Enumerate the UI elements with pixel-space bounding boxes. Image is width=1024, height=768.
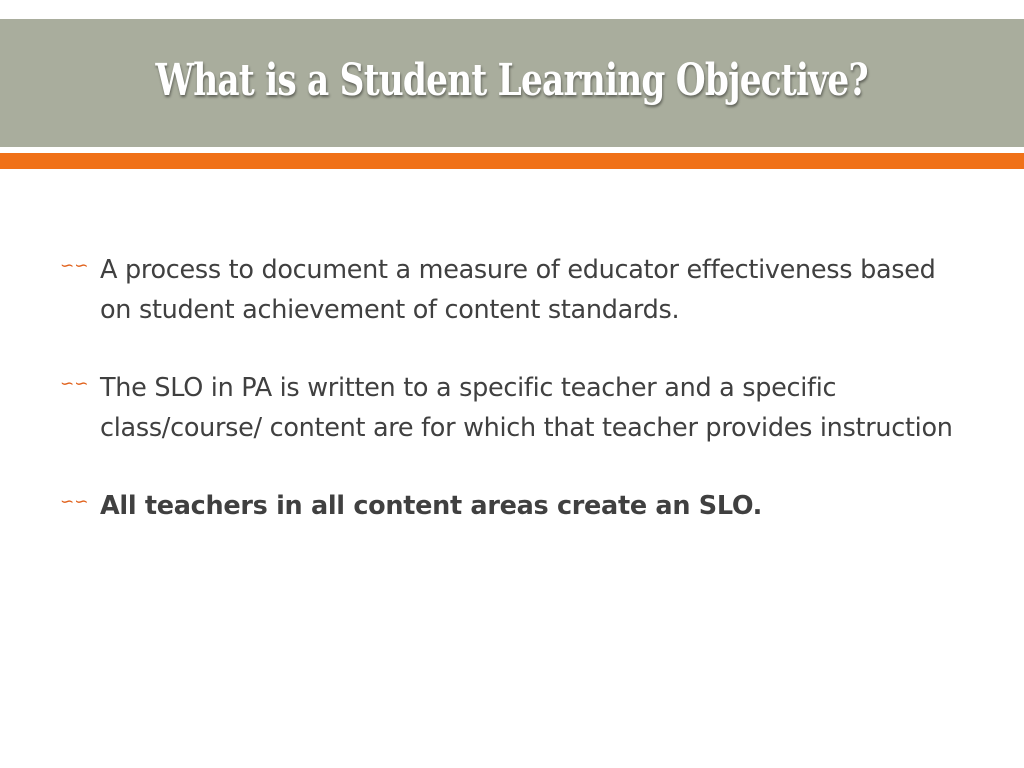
title-bar: [0, 19, 1024, 147]
bullet-item: [60, 486, 960, 526]
bullet-item: [60, 368, 960, 448]
bullet-item: [60, 250, 960, 330]
loop-bullet-icon: ∽∽: [60, 374, 89, 394]
bullet-text: All teachers in all content areas create an SLO.: [100, 491, 763, 521]
loop-bullet-icon: ∽∽: [60, 492, 89, 512]
slide-title: What is a Student Learning Objective?: [155, 54, 869, 106]
bullet-text: The SLO in PA is written to a specific teacher and a specific class/course/ content are for which that teacher provides instruction: [100, 373, 953, 443]
bullet-list: [60, 250, 960, 564]
bullet-text: A process to document a measure of educator effectiveness based on student achievement of content standards.: [100, 255, 936, 325]
accent-divider: [0, 153, 1024, 169]
loop-bullet-icon: ∽∽: [60, 256, 89, 276]
